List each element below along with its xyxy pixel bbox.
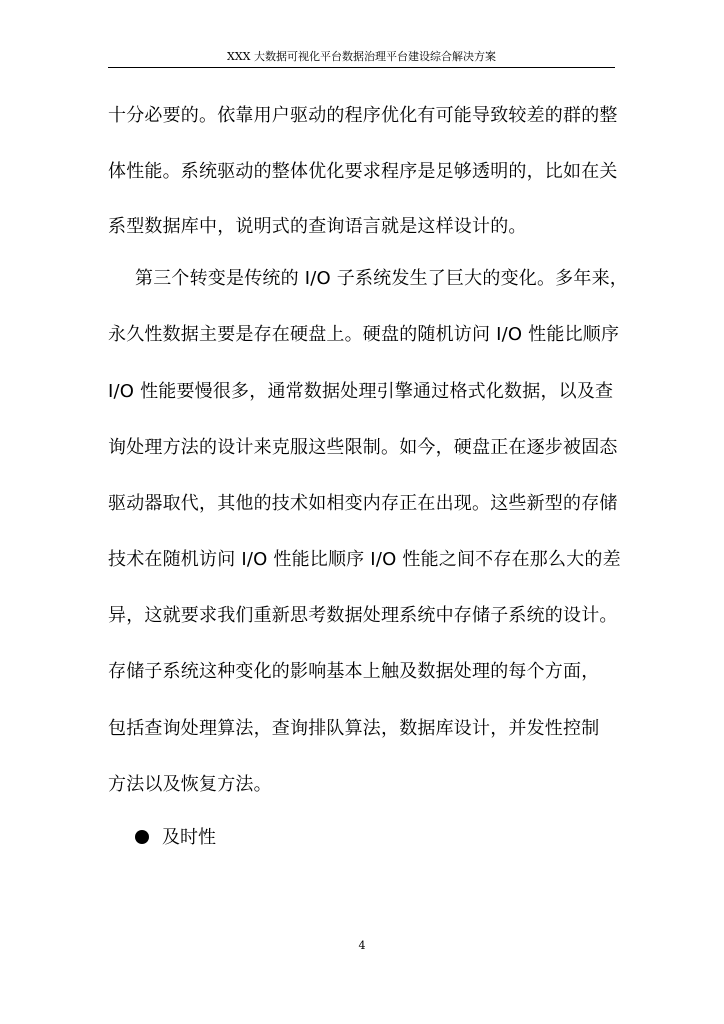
body-line-10: 异，这就要求我们重新思考数据处理系统中存储子系统的设计。 <box>108 605 618 626</box>
body-line-13: 方法以及恢复方法。 <box>108 774 272 795</box>
body-line-6: I/O 性能要慢很多，通常数据处理引擎通过格式化数据，以及查 <box>108 381 614 402</box>
body-line-9: 技术在随机访问 I/O 性能比顺序 I/O 性能之间不存在那么大的差 <box>108 549 621 570</box>
body-line-4: 第三个转变是传统的 I/O 子系统发生了巨大的变化。多年来， <box>135 268 628 289</box>
body-line-11: 存储子系统这种变化的影响基本上触及数据处理的每个方面， <box>108 661 600 682</box>
body-line-12: 包括查询处理算法，查询排队算法，数据库设计，并发性控制 <box>108 718 600 739</box>
body-line-2: 体性能。系统驱动的整体优化要求程序是足够透明的，比如在关 <box>108 161 618 182</box>
body-line-7: 询处理方法的设计来克服这些限制。如今，硬盘正在逐步被固态 <box>108 437 618 458</box>
body-line-5: 永久性数据主要是存在硬盘上。硬盘的随机访问 I/O 性能比顺序 <box>108 324 620 345</box>
page-number: 4 <box>358 939 366 952</box>
body-line-8: 驱动器取代，其他的技术如相变内存正在出现。这些新型的存储 <box>108 493 618 514</box>
page-header-title: XXX 大数据可视化平台数据治理平台建设综合解决方案 <box>227 50 496 63</box>
body-line-3: 系型数据库中，说明式的查询语言就是这样设计的。 <box>108 216 527 237</box>
bullet-item-timeliness: 及时性 <box>162 827 216 848</box>
header-divider <box>108 67 615 68</box>
body-line-1: 十分必要的。依靠用户驱动的程序优化有可能导致较差的群的整 <box>108 105 618 126</box>
bullet-dot-icon <box>135 830 149 844</box>
